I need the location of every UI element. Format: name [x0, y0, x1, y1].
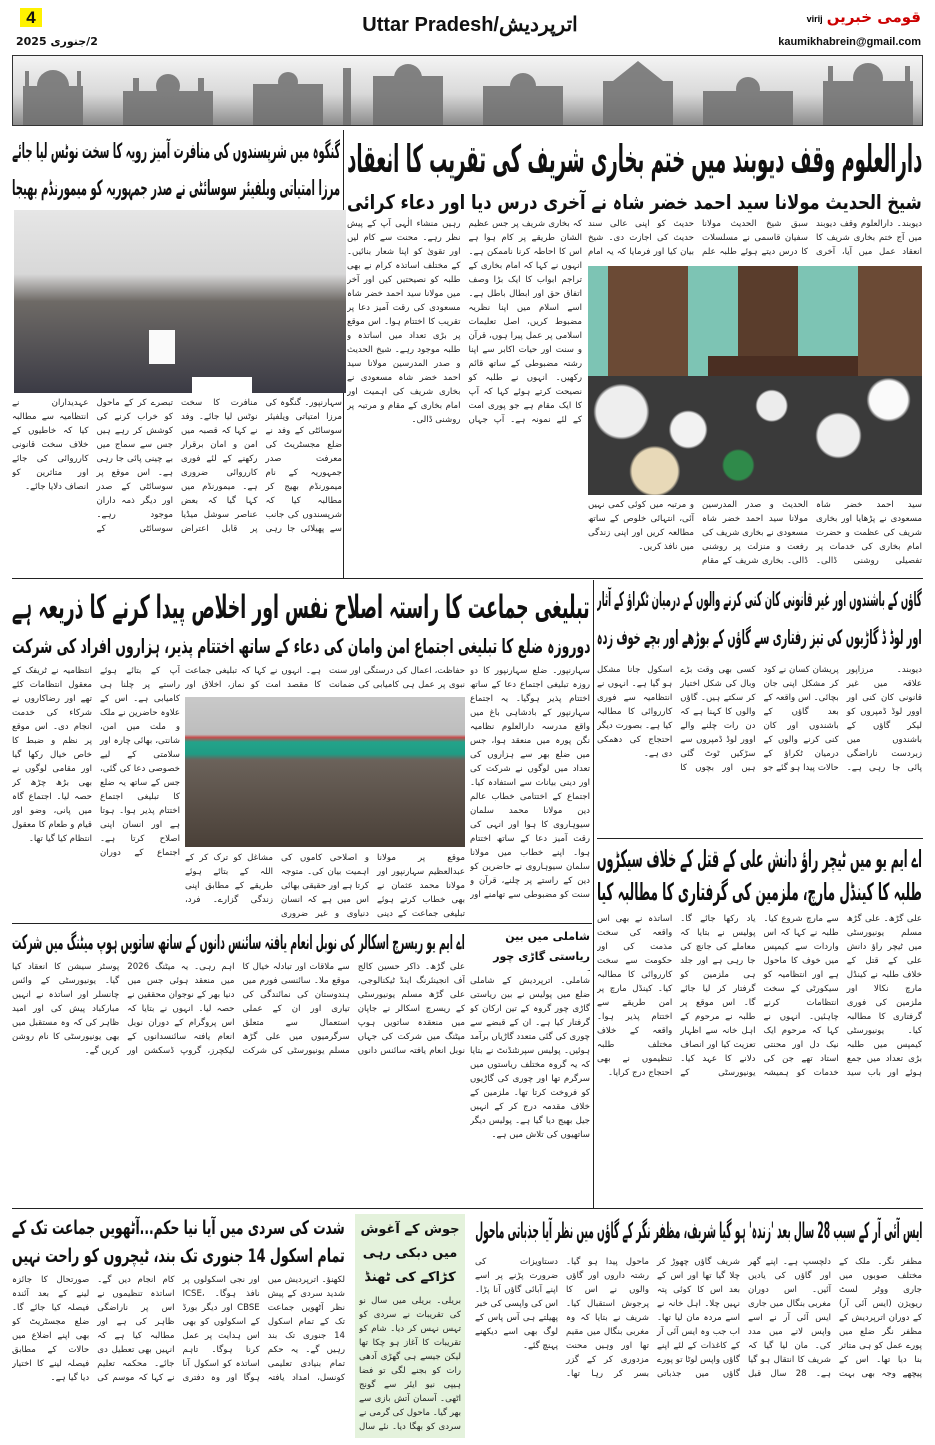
article-body: موقع پر مولانا عبدالعظیم سہارنپور اور مولانا محمد عثمان نے بھی خطاب کرتے ہوئے تبلیغی جماعت کے دینی و اصلاحی کاموں کی اہمیت بیان کی۔ متوجہ کرتا ہے اور حقیقی بھائی اس میں ہے کہ انسان دنیاوی و غیر ضروری مشاغل کو ترک کر کے اللہ کے بتائے ہوئے طریقے کے مطابق اپنی زندگی گزارے۔ فرد،: [185, 853, 465, 919]
article-body: دیوبند۔ مرزاپور علاقہ میں غیر قانونی کان کنی اور اوور لوڈ ڈمپروں کو لیکر گاؤں کے باشندوں میں زبردست ناراضگی پائی جا رہی ہے۔ پریشان کسان نے کود کر مشکل اپنی جان بچائی۔ اس واقعہ کے بعد گاؤں کے باشندوں اور کان کنی کرنے والوں کے درمیان ٹکراؤ کے حالات پیدا ہو گئے جو کسی بھی وقت بڑے وبال کی شکل اختیار کر سکتے ہیں۔ گاؤں والوں کا کہنا ہے کہ دن رات چلنے والے اوور لوڈ ڈمپروں سے سڑکیں ٹوٹ گئی ہیں اور بچوں کا اسکول جانا مشکل ہو گیا ہے۔ انہوں نے انتظامیہ سے فوری کارروائی کا مطالبہ کیا ہے۔ بصورت دیگر احتجاج کی دھمکی دی ہے۔: [597, 665, 922, 773]
article-body: آپ کے بتائے ہوئے راستے پر چلنا ہی کامیابی ہے۔ اس کے علاوہ حاضرین نے ملک و ملت میں امن، شانتی، بھائی چارہ اور سلامتی کے لیے خصوصی دعا کی گئی، جس کے ساتھ یہ ضلع کا تبلیغی اجتماع اختتام پذیر ہوا۔ ہوتا ہے اور انسان اپنی اصلاح کرتا ہے۔ اجتماع کے دوران انتظامیہ نے ٹریفک کے معقول انتظامات کئے تھے اور رضاکاروں نے شرکاء کی خدمت انجام دی۔ اس موقع پر نظم و ضبط کا خاص خیال رکھا گیا اور مقامی لوگوں نے بھی بڑھ چڑھ کر حصہ لیا۔ اجتماع گاہ میں پانی، وضو اور قیام و طعام کا معقول انتظام کیا گیا تھا۔: [12, 666, 180, 858]
cold-weather-sidebar: [355, 1214, 465, 1438]
headline-text: گنگوہ میں شرپسندوں کی منافرت آمیز رویہ کا سخت نوٹس لیا جائے: [12, 139, 340, 163]
row-divider: [12, 923, 592, 924]
article-body: لکھنؤ۔ اترپردیش میں شدید سردی کے پیش نظر آٹھویں جماعت تک کے تمام اسکول 14 جنوری تک بند رہیں گے۔ یہ حکم تمام بنیادی تعلیمی کونسل، امداد یافتہ اور نجی اسکولوں پر نافذ ہوگا۔ ICSE، CBSE اور دیگر بورڈ کے اسکولوں کو بھی اس ہدایت پر عمل کرنا ہوگا۔ تاہم اساتذہ کو اسکول آنا ہوگا اور وہ دفتری کام انجام دیں گے۔ اساتذہ تنظیموں نے اس پر ناراضگی ظاہر کی ہے اور مطالبہ کیا ہے کہ انہیں بھی تعطیل دی جائے۔ محکمہ تعلیم نے کہا کہ موسم کی صورتحال کا جائزہ لینے کے بعد آئندہ فیصلہ کیا جائے گا۔ ضلع مجسٹریٹ کو بھی اپنے اضلاع میں حالات کے مطابق فیصلہ لینے کا اختیار دیا گیا ہے۔: [12, 1275, 345, 1383]
headline-amu-teacher: [597, 842, 922, 876]
newspaper-logo: [807, 8, 921, 26]
headline-text: گاؤں کے باشندوں اور غیر قانونی کان کنی کرنے والوں کے درمیان ٹکراؤ کے آثار: [597, 587, 922, 611]
subhead-text: شیخ الحدیث مولانا سید احمد خضر شاہ نے آخری درس دیا اور دعاء کرائی: [347, 190, 922, 214]
article-body: علی گڑھ۔ ذاکر حسین کالج آف انجینئرنگ اینڈ ٹیکنالوجی، علی گڑھ مسلم یونیورسٹی کے ریسرچ اسکالر نے جاپان میں منعقدہ ساتویں ہوپ میٹنگ میں شرکت کی جہاں نوبل انعام یافتہ سائنس دانوں سے ملاقات اور تبادلہ خیال کا موقع ملا۔ سائنسی فورم میں ہندوستان کی نمائندگی کی تیاری اور ان کے عملی استعمال سے متعلق سرگرمیوں میں علی گڑھ مسلم یونیورسٹی کی شرکت اہم رہی۔ یہ میٹنگ 2026 میں منعقد ہوئی جس میں دنیا بھر کے نوجوان محققین نے حصہ لیا۔ انہوں نے بتایا کہ اس پروگرام کے دوران نوبل انعام یافتہ سائنسدانوں کے لیکچرز، گروپ ڈسکشن اور پوسٹر سیشن کا انعقاد کیا گیا۔ یونیورسٹی کے وائس چانسلر اور اساتذہ نے انہیں مبارکباد پیش کی اور امید ظاہر کی کہ وہ مستقبل میں بھی یونیورسٹی کا نام روشن کریں گے۔: [12, 962, 465, 1056]
headline-darululoom: [347, 133, 922, 185]
article-body: کہ بخاری شریف پر جس عظیم الشان طریقے پر کام ہوا ہے اس کا احاطہ کرنا ناممکن ہے۔ انہوں نے کہا کہ امام بخاری کے تراجم ابواب کا ایک بڑا وصف اتفاق حق اور ابطال باطل ہے۔ اسے اسلام میں اپنا نظریہ مضبوط کریں، اصل تعلیمات اسلامی پر عمل پیرا ہوں، قرآن و سنت اور حیات اکابر سے اپنا رشتہ مضبوطی کے ساتھ قائم رکھیں۔ انہوں نے طلبہ کو نصیحت کرتے ہوئے کہا کہ آپ کا ایک مقام ہے جو پوری امت کے لئے نمونہ ہے۔ آپ جہاں رہیں منشاء الٰہی آپ کے پیش نظر رہے۔ محنت سے کام لیں اور تقویٰ کو اپنا شعار بنائیں۔ کے مختلف اساتذہ کرام نے بھی طلبہ کو نصیحتیں کیں اور آخر میں مولانا سید احمد خضر شاہ مسعودی کی رقت آمیز دعا پر تقریب کا اختتام ہوا۔ اس موقع پر بڑی تعداد میں اساتذہ و طلبہ موجود رہے۔ شیخ الحدیث و صدر المدرسین مولانا سید احمد خضر شاہ مسعودی نے بخاری شریف کی اہمیت اور امام بخاری کے مقام و مرتبہ پر روشنی ڈالی۔: [347, 219, 582, 425]
article-body: سہارنپور۔ گنگوہ کی مرزا امتیاتی ویلفیئر سوسائٹی کے وفد نے ضلع مجسٹریٹ کی معرفت صدر جمہوریہ کے نام میمورنڈم بھیج کر مطالبہ کیا کہ شرپسندوں کی جانب سے پھیلائی جا رہی منافرت کا سخت نوٹس لیا جائے۔ وفد نے کہا کہ قصبہ میں امن و امان برقرار رکھنے کے لئے فوری کارروائی ضروری ہے۔ میمورنڈم میں کہا گیا کہ بعض عناصر سوشل میڈیا پر قابل اعتراض تبصرے کر کے ماحول کو خراب کرنے کی کوشش کر رہے ہیں جس سے سماج میں بے چینی پائی جا رہی ہے۔ اس موقع پر سوسائٹی کے صدر اور دیگر ذمہ داران موجود رہے۔ سوسائٹی کے عہدیداران نے انتظامیہ سے مطالبہ کیا کہ خاطیوں کے خلاف سخت قانونی کارروائی کی جائے اور متاثرین کو انصاف دلایا جائے۔: [12, 398, 342, 534]
headline-shamli: شاملی میں بین ریاستی گاڑی چور: [493, 930, 590, 963]
row-divider: [12, 1208, 923, 1209]
logo-mark: virij: [806, 14, 823, 24]
article-body: شاملی۔ اترپردیش کے شاملی ضلع میں پولیس نے بین ریاستی گاڑی چور گروہ کے تین ارکان کو گرفتار کیا ہے۔ ان کے قبضے سے چوری کی گئی متعدد گاڑیاں برآمد ہوئیں۔ پولیس سپرنٹنڈنٹ نے بتایا کہ یہ گروہ مختلف ریاستوں میں سرگرم تھا اور چوری کی گاڑیوں کو فروخت کرتا تھا۔ ملزمین کے خلاف مقدمہ درج کر کے انہیں جیل بھیج دیا گیا ہے۔ پولیس دیگر ساتھیوں کی تلاش میں ہے۔: [470, 976, 590, 1140]
row-divider: [597, 838, 923, 839]
subhead-text: اور لوڈ ڈ گاڑیوں کی تیز رفتاری سے گاؤں کے بوڑھے اور بچے خوف زدہ: [597, 625, 922, 649]
article-body: حفاظت، اعمال کی درستگی اور سنت نبوی پر عمل ہی کامیابی کی ضمانت ہے۔ انہوں نے کہا کہ تبلیغی جماعت کا مقصد امت کو نماز، اخلاق اور: [185, 666, 465, 690]
subhead-gangoh: [12, 172, 340, 204]
headline-sir: [475, 1215, 922, 1249]
logo-text: قومی خبریں: [826, 8, 921, 26]
headline-text: دارالعلوم وقف دیوبند میں ختم بخاری شریف کی تقریب کا انعقاد: [347, 137, 922, 181]
article-body: علی گڑھ۔ علی گڑھ مسلم یونیورسٹی میں ٹیچر راؤ دانش علی کے قتل کے خلاف طلبہ نے کینڈل مارچ نکالا اور ملزمین کی فوری گرفتاری کا مطالبہ کیا۔ یونیورسٹی کیمپس میں طلبہ بڑی تعداد میں جمع ہوئے اور باب سید سے مارچ شروع کیا۔ طلبہ نے کہا کہ اس واردات سے کیمپس میں خوف کا ماحول ہے اور انتظامیہ کو سیکورٹی کے سخت انتظامات کرنے چاہئیں۔ انہوں نے کہا کہ مرحوم ایک نیک دل اور محنتی استاد تھے جن کی خدمات کو ہمیشہ یاد رکھا جائے گا۔ پولیس نے بتایا کہ معاملے کی جانچ کی جا رہی ہے اور جلد ہی ملزمین کو گرفتار کر لیا جائے گا۔ اس موقع پر طلبہ نے مرحوم کے اہل خانہ سے اظہار تعزیت کیا اور انصاف دلانے کا عہد کیا۔ یونیورسٹی کے اساتذہ نے بھی اس واقعہ کی سخت مذمت کی اور حکومت سے سخت کارروائی کا مطالبہ کیا۔ کینڈل مارچ پر امن طریقے سے اختتام پذیر ہوا۔ واقعہ کے خلاف مختلف طلبہ تنظیموں نے بھی احتجاج درج کرایا۔: [597, 914, 922, 1078]
headline-gangoh: [12, 135, 340, 167]
subhead-text: مرزا امتیاتی ویلفیئر سوسائٹی نے صدر جمہوریہ کو میمورنڈم بھیجا: [12, 176, 340, 200]
headline-villages: [597, 583, 922, 615]
subhead-text: دوروزہ ضلع کا تبلیغی اجتماع امن وامان کی دعاء کے ساتھ اختتام پذیر، ہزاروں افراد کی شرکت: [12, 634, 590, 658]
subhead-tablighi: [12, 632, 590, 660]
contact-email: kaumikhabrein@gmail.com: [778, 36, 921, 48]
article-body: دیوبند۔ دارالعلوم وقف دیوبند میں آج ختم بخاری شریف کا انعقاد عمل میں آیا، آخری سبق شیخ الحدیث مولانا سفیان قاسمی نے مسلسلات کا درس دیتے ہوئے طلبہ علم حدیث کو اپنی عالی سند حدیث کی اجازت دی۔ شیخ بیان کیا اور فرمایا کہ یہ امام: [588, 219, 922, 257]
headline-text: اے ایم یو میں ٹیچر راؤ دانش علی کے قتل کے خلاف سیکڑوں: [597, 845, 922, 873]
subhead-darululoom: [347, 188, 922, 216]
headline-tablighi: [12, 585, 590, 629]
memorandum-handover-photo: [14, 210, 346, 393]
subhead-villages: [597, 620, 922, 654]
subhead-amu-teacher: [597, 875, 922, 909]
row-divider: [12, 578, 923, 579]
subhead-text: تمام اسکول 14 جنوری تک بند، ٹیچروں کو راحت نہیں: [12, 1245, 345, 1267]
article-body: سہارنپور۔ ضلع سہارنپور کا دو روزہ تبلیغی اجتماع دعا کے ساتھ اختتام پذیر ہوگیا۔ یہ اجتماع سہارنپور کے بادشاہی باغ میں واقع مدرسہ دارالعلوم نظامیہ نگن پورہ میں منعقد ہوا، جس میں ضلع بھر سے ہزاروں کی تعداد میں لوگوں نے شرکت کی اور دینی بیانات سے استفادہ کیا۔ اجتماع کے اختتامی خطاب عالم دین مولانا محمد سلمان سیوہاروی کا ہوا اور انہی کی رقت آمیز دعا کے ساتھ اختتام ہوا۔ اپنے خطاب میں مولانا سلمان سیوہاروی نے حاضرین کو دین کے راستے پر چلنے، قرآن و سنت کو مضبوطی سے تھامنے اور: [470, 666, 590, 900]
headline-text: ایس آئی آر کے سبب 28 سال بعد 'زندہ' ہو گیا شریف، مظفر نگر کے گاؤں میں نظر آیا جذباتی ماحول: [475, 1219, 922, 1244]
darululoom-gathering-photo: [588, 266, 922, 495]
article-body: بریلی۔ بریلی میں سال نو کی تقریبات نے سردی کو تہس نہس کر دیا۔ شام کو تقریبات کا آغاز ہو چکا تھا لیکن جیسے ہی گھڑی آدھی رات کو بجنے لگی تو فضا ہیپی نیو ایئر سے گونج اٹھی۔ آسمان آتش بازی سے بھر گیا۔ ماحول کی گرمی نے سردی کو بھگا دیا۔ نئے سال: [359, 1296, 461, 1432]
monuments-banner-image: [12, 55, 923, 126]
subhead-winter: [12, 1242, 345, 1270]
monuments-silhouette-icon: [13, 56, 923, 126]
headline-winter: [12, 1214, 345, 1242]
article-body: مظفر نگر۔ ملک کے مختلف صوبوں میں جاری ووٹر لسٹ ریویژن (ایس آئی آر) کے دوران اترپردیش کے مظفر نگر ضلع میں پورے عمل کو ہی متاثر بنا دیا تھا۔ اس کے پیچھے وجہ بھی بہت دلچسپ ہے۔ اپنے گھر اور گاؤں کی یادیں آئیں۔ اس دوران مغربی بنگال میں جاری ایس آئی آر نے اسے واپس لانے میں مدد کی۔ مان لیا گیا کہ شریف کا انتقال ہو گیا ہے۔ 28 سال قبل شریف گاؤں چھوڑ کر چلا گیا تھا اور اس کے بعد اس کا کوئی پتہ نہیں چلا۔ اہل خانہ نے اسے مردہ مان لیا تھا۔ اب جب وہ ایس آئی آر کے کاغذات کے لئے اپنے گاؤں واپس لوٹا تو پورے گاؤں میں جذباتی ماحول پیدا ہو گیا۔ رشتہ داروں اور گاؤں والوں نے اس کا پرجوش استقبال کیا۔ شریف نے بتایا کہ وہ مغربی بنگال میں مقیم تھا اور وہیں محنت مزدوری کر کے گزر بسر کر رہا تھا۔ دستاویزات کی ضرورت پڑنے پر اسے اپنے آبائی گاؤں آنا پڑا۔ اس کی واپسی کی خبر پھیلتے ہی آس پاس کے لوگ بھی اسے دیکھنے پہنچ گئے۔: [475, 1257, 922, 1379]
issue-date: 2/جنوری 2025: [16, 35, 98, 48]
ijtema-crowd-photo: [185, 697, 465, 847]
headline-text: اے ایم یو ریسرچ اسکالر کی نوبل انعام یافتہ سائنس دانوں کے ساتھ ساتویں ہوپ میٹنگ میں شرکت: [12, 930, 465, 954]
section-title: Uttar Pradesh/اترپردیش: [362, 14, 578, 36]
subhead-text: طلبہ کا کینڈل مارچ، ملزمین کی گرفتاری کا مطالبہ کیا: [597, 878, 922, 906]
column-divider: [593, 580, 594, 1208]
headline-text: شدت کی سردی میں آیا نیا حکم...آٹھویں جماعت تک کے: [12, 1217, 345, 1239]
page-number: 4: [20, 8, 42, 27]
headline-text: تبلیغی جماعت کا راستہ اصلاح نفس اور اخلاص پیدا کرنے کا ذریعہ ہے: [12, 588, 590, 626]
headline-cold: جوش کے آغوش میں دبکی رہی کڑاکے کی ٹھنڈ: [360, 1222, 460, 1285]
article-body: سید احمد خضر شاہ مسعودی نے پڑھایا اور بخاری شریف کی عظمت و حضرت امام بخاری کی خدمات پر تفصیلی روشنی ڈالی۔ الحدیث و صدر المدرسین مولانا سید احمد خضر شاہ مسعودی نے بخاری شریف کی رفعت و منزلت پر روشنی ڈالی۔ بخاری شریف کے مقام و مرتبہ میں کوئی کمی نہیں آئی، انتہائی خلوص کے ساتھ مطالعہ کریں اور اپنی زندگی میں نافذ کریں۔: [588, 500, 922, 566]
headline-amu-research: [12, 928, 465, 956]
